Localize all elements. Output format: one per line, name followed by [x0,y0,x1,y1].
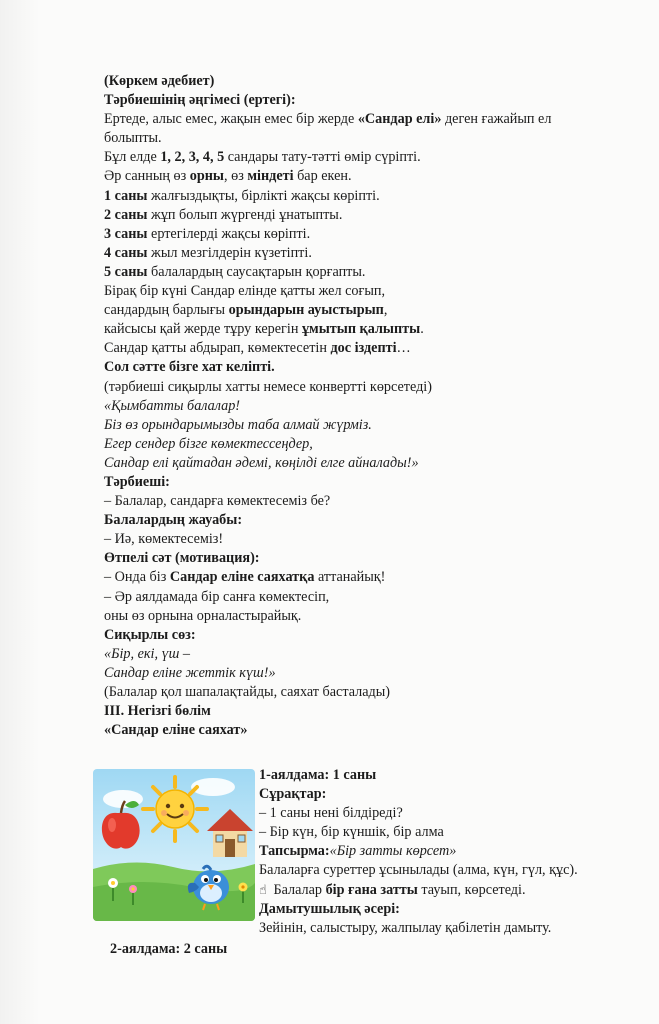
text-run: Тәрбиеші: [104,473,170,490]
question-2: – Бір күн, бір күншік, бір алма [259,824,444,841]
text-line [104,72,644,91]
text-run: 3 саны [104,225,148,242]
instruction-part: тауып, көрсетеді. [417,881,526,898]
text-run: 2 саны [104,206,148,223]
task-description: Балаларға суреттер ұсынылады (алма, күн, гүл, құс). [259,862,578,879]
text-line [104,206,644,225]
task-line [259,842,649,861]
text-run: – Балалар, сандарға көмектесеміз бе? [104,493,331,510]
text-line [104,91,644,110]
text-run: 1, 2, 3, 4, 5 [160,149,225,166]
text-run: Егер сендер бізге көмектессеңдер, [104,435,313,452]
text-run: (Балалар қол шапалақтайды, саяхат басталады) [104,684,391,700]
text-line [104,339,644,358]
text-run: Біз өз орындарымызды таба алмай жүрміз. [104,416,372,433]
text-run: Балалардың жауабы: [104,512,243,529]
text-line [104,129,644,148]
text-run: – Онда біз [104,569,170,586]
text-run: Өтпелі сәт (мотивация): [104,550,260,567]
text-run: . [420,321,424,338]
text-run: Ертеде, алыс емес, жақын емес бір жерде [104,111,358,128]
text-line [104,320,644,339]
text-run: дос іздепті [330,340,397,357]
text-run: Сол сәтте бізге хат келіпті. [104,359,275,376]
text-run: міндеті [247,168,294,185]
text-line [104,683,644,702]
text-run: «Бір, екі, үш – [104,645,191,662]
text-run: Сандар қатты абдырап, көмектесетін [104,340,331,357]
text-run: ұмытып қалыпты [301,321,421,338]
text-line [104,721,644,740]
text-line [104,225,644,244]
text-run: «Сандар елі» [357,111,442,128]
text-run: «Сандар еліне саяхат» [104,722,248,739]
text-line [104,110,644,129]
text-run: – Иә, көмектесеміз! [104,531,224,548]
question-1: – 1 саны нені білдіреді? [259,805,403,822]
text-line [104,530,644,549]
text-run: балалардың саусақтарын қорғапты. [147,263,366,280]
text-run: 1 саны [104,187,148,204]
text-line [104,511,644,530]
text-run: (тәрбиеші сиқырлы хатты немесе конвертті көрсетеді) [104,378,432,395]
development-label: Дамытушылық әсері: [259,900,400,917]
text-run: , [383,302,388,319]
text-line [104,492,644,511]
stop-1-title: 1-аялдама: 1 саны [259,767,377,783]
text-run: Бірақ бір күні Сандар елінде қатты жел соғып, [104,283,385,300]
instruction-part: Балалар [269,881,326,898]
text-run: орны [189,168,225,185]
text-line [104,607,644,626]
text-run: III. Негізгі бөлім [104,703,211,720]
text-run: кайсысы қай жерде тұру керегін [104,321,302,338]
questions-label: Сұрақтар: [259,786,327,803]
text-line [104,263,644,282]
text-run: Әр санның өз [104,168,190,185]
text-run: , өз [224,168,248,185]
stop-2-title: 2-аялдама: 2 саны [110,941,228,957]
text-line [104,282,644,301]
task-text: «Бір затты көрсет» [329,843,457,860]
illustration [93,769,255,921]
text-run: жыл мезгілдерін күзетіпті. [147,244,312,261]
text-run: «Қымбатты балалар! [104,397,241,414]
text-run: Сандар еліне жеттік күш!» [104,664,276,681]
text-line [104,702,644,721]
text-run: деген ғажайып ел [441,111,552,128]
illustration-svg [93,769,255,921]
text-line [104,301,644,320]
text-run: (Көркем әдебиет) [104,73,215,89]
text-line [104,244,644,263]
text-run: 4 саны [104,244,148,261]
text-line [104,473,644,492]
text-run: бар екен. [293,168,352,185]
sun-icon [143,777,207,841]
task-label: Тапсырма: [259,843,330,860]
text-line [104,416,644,435]
text-run: жалғыздықты, бірлікті жақсы көріпті. [147,187,380,204]
text-run: Сиқырлы сөз: [104,626,196,643]
text-line [104,454,644,473]
text-run: сандардың барлығы [104,302,229,319]
stop-1-section [259,766,649,938]
page-edge-shadow [0,0,40,1024]
text-line [104,435,644,454]
text-line [104,645,644,664]
text-line [104,568,644,587]
text-line [104,664,644,683]
text-line [104,588,644,607]
text-run: орындарын ауыстырып [228,302,384,319]
text-run: Бұл елде [104,149,161,166]
text-run: … [396,340,411,357]
text-line [104,378,644,397]
pointing-hand-icon: ☝ [259,882,267,898]
instruction-part-bold: бір ғана затты [325,881,418,898]
text-run: сандары тату-тәтті өмір сүріпті. [224,149,421,166]
text-run: – Әр аялдамада бір санға көмектесіп, [104,588,330,605]
text-run: жұп болып жүргенді ұнатыпты. [147,206,343,223]
text-run: Сандар еліне саяхатқа [169,569,315,586]
text-run: Тәрбиешінің әңгімесі (ертегі): [104,92,296,109]
text-run: ертегілерді жақсы көріпті. [147,225,311,242]
text-run: болыпты. [104,130,162,147]
text-run: 5 саны [104,263,148,280]
text-line [104,397,644,416]
text-run: Сандар елі қайтадан әдемі, көңілді елге айналады!» [104,454,419,471]
text-run: оны өз орнына орналастырайық. [104,607,302,624]
document-body [104,72,644,740]
text-line [104,167,644,186]
text-line [104,148,644,167]
text-line [104,549,644,568]
development-text: Зейінін, салыстыру, жалпылау қабілетін дамыту. [259,919,552,936]
text-run: аттанайық! [314,569,386,586]
text-line [104,358,644,377]
text-line [104,187,644,206]
task-instruction [259,881,649,900]
text-line [104,626,644,645]
